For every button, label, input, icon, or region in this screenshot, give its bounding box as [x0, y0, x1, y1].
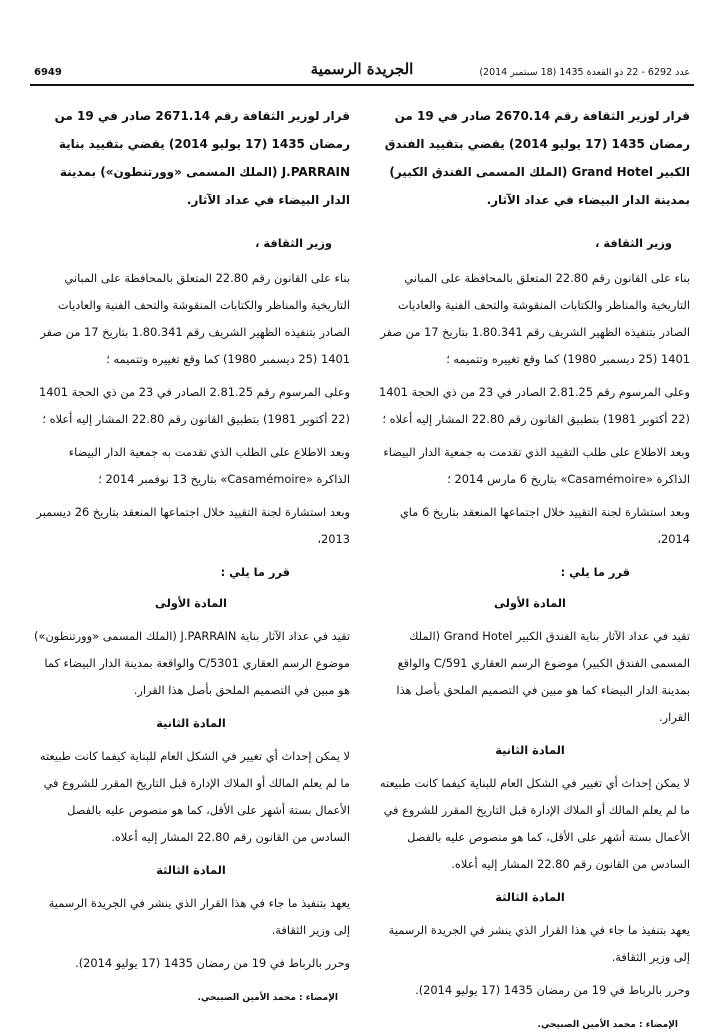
decided-line: قرر ما يلي : [220, 565, 290, 579]
done-at-line: وحرر بالرباط في 19 من رمضان 1435 (17 يوليو 2014). [75, 956, 350, 970]
article-2-heading: المادة الثانية [156, 716, 226, 730]
article-1-text: تقيد في عداد الآثار بناية J.PARRAIN (الملك المسمى «وورتنطون») موضوع الرسم العقاري C/5301 والواقعة بمدينة الدار البيضاء كما هو مبين في التصميم الملحق بأصل هذا القرار. [34, 629, 350, 697]
article-2-text: لا يمكن إحداث أي تغيير في الشكل العام للبناية كيفما كانت طبيعته ما لم يعلم المالك أو الملاك الإدارة قبل التاريخ المقرر للشروع في الأعمال بستة أشهر على الأقل، كما هو منصوص عليه بالفصل السادس من القانون رقم 22.80 المشار إليه أعلاه. [39, 749, 350, 844]
preamble-consultation: وبعد استشارة لجنة التقييد خلال اجتماعها المنعقد بتاريخ 6 ماي 2014، [399, 505, 690, 546]
preamble-decree: وعلى المرسوم رقم 2.81.25 الصادر في 23 من ذي الحجة 1401 (22 أكتوبر 1981) بتطبيق القانون رقم 22.80 المشار إليه أعلاه ؛ [39, 385, 350, 426]
article-2-heading: المادة الثانية [495, 743, 565, 757]
article-3-text: يعهد بتنفيذ ما جاء في هذا القرار الذي ينشر في الجريدة الرسمية إلى وزير الثقافة. [388, 923, 690, 964]
preamble-request: وبعد الاطلاع على طلب التقييد الذي تقدمت به جمعية الدار البيضاء الذاكرة «Casamémoire» بتاريخ 6 مارس 2014 ؛ [383, 445, 690, 486]
article-1-heading: المادة الأولى [494, 596, 566, 610]
article-2-text: لا يمكن إحداث أي تغيير في الشكل العام للبناية كيفما كانت طبيعته ما لم يعلم المالك أو الملاك الإدارة قبل التاريخ المقرر للشروع في الأعمال بستة أشهر على الأقل، كما هو منصوص عليه بالفصل السادس من القانون رقم 22.80 المشار إليه أعلاه. [379, 776, 690, 871]
preamble-law: بناء على القانون رقم 22.80 المتعلق بالمحافظة على المباني التاريخية والمناظر والكتابات المنقوشة والتحف الفنية والعاديات الصادر بتنفيذه الظهير الشريف رقم 1.80.341 بتاريخ 17 من صفر 1401 (25 ديسمبر 1980) كما وقع تغييره وتتميمه ؛ [40, 271, 350, 366]
issue-info: عدد 6292 - 22 ذو القعدة 1435 (18 سبتمبر 2014) [479, 67, 690, 78]
signature-line: الإمضاء : محمد الأمين الصبيحي. [537, 1020, 678, 1030]
preamble-request: وبعد الاطلاع على الطلب الذي تقدمت به جمعية الدار البيضاء الذاكرة «Casamémoire» بتاريخ 13 نوفمبر 2014 ؛ [68, 445, 350, 486]
decided-line: قرر ما يلي : [560, 565, 630, 579]
page-header [30, 60, 694, 86]
article-3-text: يعهد بتنفيذ ما جاء في هذا القرار الذي ينشر في الجريدة الرسمية إلى وزير الثقافة. [48, 896, 350, 937]
signature-line: الإمضاء : محمد الأمين الصبيحي. [197, 993, 338, 1003]
right-column-decree-2670 [370, 102, 690, 1032]
minister-line: وزير الثقافة ، [595, 236, 672, 250]
preamble-law: بناء على القانون رقم 22.80 المتعلق بالمحافظة على المباني التاريخية والمناظر والكتابات المنقوشة والتحف الفنية والعاديات الصادر بتنفيذه الظهير الشريف رقم 1.80.341 بتاريخ 17 من صفر 1401 (25 ديسمبر 1980) كما وقع تغييره وتتميمه ؛ [380, 271, 690, 366]
article-1-heading: المادة الأولى [155, 596, 227, 610]
article-1-text: تقيد في عداد الآثار بناية الفندق الكبير Grand Hotel (الملك المسمى الفندق الكبير) موضوع الرسم العقاري C/591 والواقع بمدينة الدار البيضاء كما هو مبين في التصميم الملحق بأصل هذا القرار. [396, 629, 690, 724]
decree-title: قرار لوزير الثقافة رقم 2671.14 صادر في 19 من رمضان 1435 (17 يوليو 2014) يقضي بتقييد بناية J.PARRAIN (الملك المسمى «وورتنطون») بمدينة الدار البيضاء في عداد الآثار. [54, 109, 350, 207]
preamble-decree: وعلى المرسوم رقم 2.81.25 الصادر في 23 من ذي الحجة 1401 (22 أكتوبر 1981) بتطبيق القانون رقم 22.80 المشار إليه أعلاه ؛ [379, 385, 690, 426]
preamble-consultation: وبعد استشارة لجنة التقييد خلال اجتماعها المنعقد بتاريخ 26 ديسمبر 2013، [36, 505, 350, 546]
decree-title: قرار لوزير الثقافة رقم 2670.14 صادر في 19 من رمضان 1435 (17 يوليو 2014) يقضي بتقييد الفندق الكبير Grand Hotel (الملك المسمى الفندق الكبير) بمدينة الدار البيضاء في عداد الآثار. [384, 109, 690, 207]
minister-line: وزير الثقافة ، [255, 236, 332, 250]
done-at-line: وحرر بالرباط في 19 من رمضان 1435 (17 يوليو 2014). [415, 983, 690, 997]
gazette-title: الجريدة الرسمية [310, 60, 414, 78]
page-number: 6949 [34, 67, 62, 78]
article-3-heading: المادة الثالثة [156, 863, 226, 877]
article-3-heading: المادة الثالثة [495, 890, 565, 904]
left-column-decree-2671 [32, 102, 350, 1005]
